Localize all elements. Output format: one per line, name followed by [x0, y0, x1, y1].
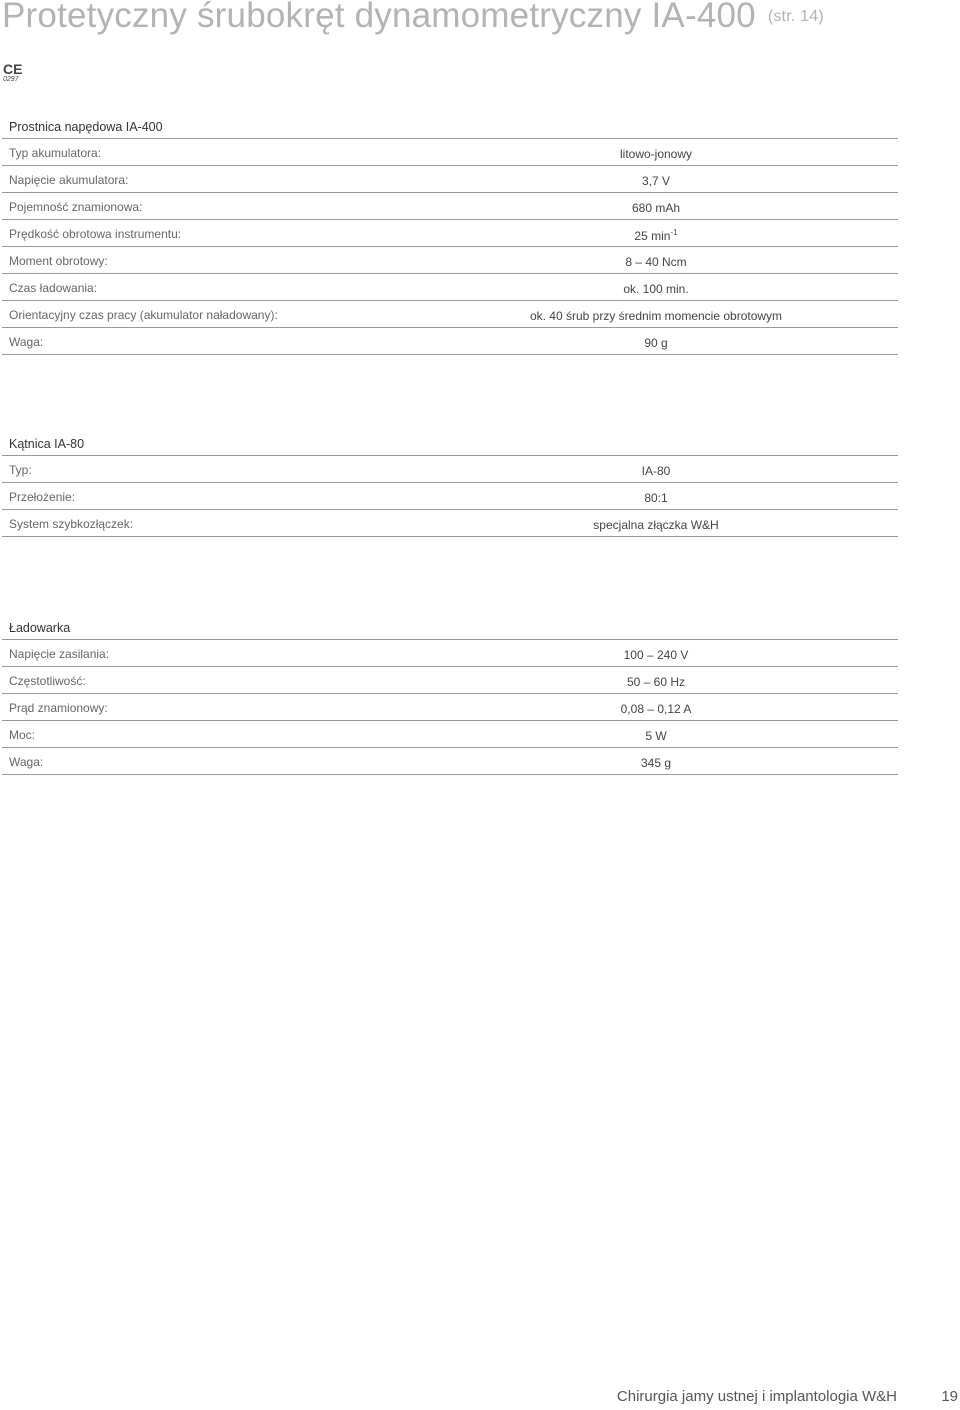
- row-value: litowo-jonowy: [619, 147, 693, 161]
- table-row: [2, 247, 898, 274]
- row-label: Waga:: [9, 755, 44, 769]
- spec-table-charger: [2, 613, 898, 775]
- row-value: IA-80: [641, 464, 671, 478]
- table-row: [2, 667, 898, 694]
- table-row: [2, 748, 898, 775]
- row-value: 345 g: [640, 756, 672, 770]
- table-row: [2, 694, 898, 721]
- row-label: Napięcie akumulatora:: [9, 173, 129, 187]
- table-row: [2, 274, 898, 301]
- ce-mark-number: 0297: [3, 76, 19, 83]
- row-label: Przełożenie:: [9, 490, 76, 504]
- row-value: 50 – 60 Hz: [626, 675, 686, 689]
- spec-table-angle: [2, 429, 898, 537]
- row-value-with-unit: [634, 228, 677, 243]
- row-value: 0,08 – 0,12 A: [620, 702, 692, 716]
- row-value: 5 W: [645, 729, 667, 743]
- row-value: 25 min: [634, 229, 671, 243]
- row-value: 90 g: [644, 336, 668, 350]
- row-value: ok. 40 śrub przy średnim momencie obrotowym: [529, 309, 783, 323]
- row-label: Częstotliwość:: [9, 674, 86, 688]
- row-label: Typ akumulatora:: [9, 146, 102, 160]
- row-value: 3,7 V: [641, 174, 671, 188]
- section-title: Ładowarka: [2, 613, 898, 640]
- page-reference: (str. 14): [767, 8, 824, 25]
- table-row: [2, 220, 898, 247]
- ce-mark-logo: CE: [3, 61, 23, 77]
- row-label: Prąd znamionowy:: [9, 701, 108, 715]
- row-label: System szybkozłączek:: [9, 517, 134, 531]
- table-row: [2, 456, 898, 483]
- row-value: 100 – 240 V: [623, 648, 689, 662]
- row-value: 680 mAh: [631, 201, 681, 215]
- row-label: Waga:: [9, 335, 44, 349]
- row-value: 80:1: [644, 491, 668, 505]
- row-value: ok. 100 min.: [623, 282, 689, 296]
- footer-caption: Chirurgia jamy ustnej i implantologia W&H: [616, 1388, 897, 1405]
- row-label: Czas ładowania:: [9, 281, 98, 295]
- page-title-text: Protetyczny śrubokręt dynamometryczny IA-400: [2, 0, 756, 35]
- row-label: Orientacyjny czas pracy (akumulator naładowany):: [9, 308, 278, 322]
- row-value: 8 – 40 Ncm: [625, 255, 687, 269]
- table-row: [2, 139, 898, 166]
- row-label: Pojemność znamionowa:: [9, 200, 143, 214]
- row-value: specjalna złączka W&H: [593, 518, 719, 532]
- unit-exponent: -1: [670, 228, 678, 237]
- row-label: Typ:: [9, 463, 32, 477]
- section-title: Kątnica IA-80: [2, 429, 898, 456]
- table-row: [2, 301, 898, 328]
- spec-table-drive: [2, 112, 898, 355]
- table-row: [2, 483, 898, 510]
- row-label: Moment obrotowy:: [9, 254, 108, 268]
- table-row: [2, 328, 898, 355]
- table-row: [2, 510, 898, 537]
- row-label: Moc:: [9, 728, 36, 742]
- table-row: [2, 640, 898, 667]
- page-title: [2, 0, 824, 36]
- table-row: [2, 193, 898, 220]
- table-row: [2, 721, 898, 748]
- section-title: Prostnica napędowa IA-400: [2, 112, 898, 139]
- table-row: [2, 166, 898, 193]
- page-number: 19: [941, 1388, 958, 1405]
- ce-mark-icon: [3, 62, 25, 88]
- row-label: Napięcie zasilania:: [9, 647, 110, 661]
- row-label: Prędkość obrotowa instrumentu:: [9, 227, 182, 241]
